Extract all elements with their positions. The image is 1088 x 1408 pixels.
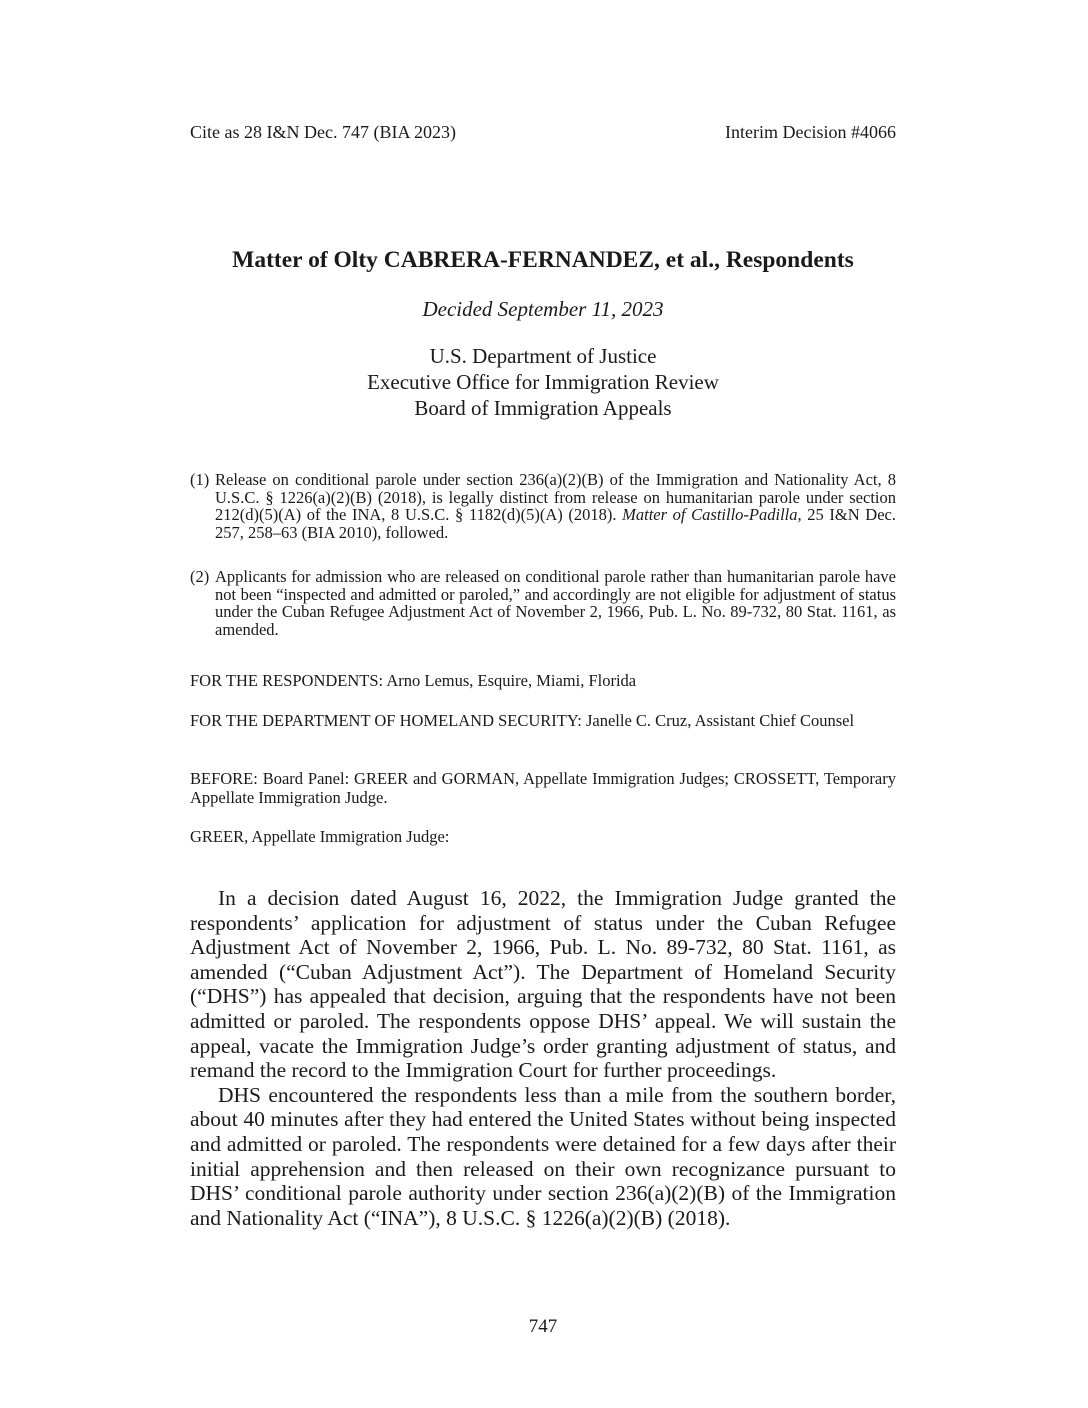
case-title: Matter of Olty CABRERA-FERNANDEZ, et al., Respondents xyxy=(232,247,854,273)
page-number: 747 xyxy=(528,1316,558,1337)
agency-office: Executive Office for Immigration Review xyxy=(367,370,719,394)
headnotes xyxy=(190,471,896,638)
citation: Cite as 28 I&N Dec. 747 (BIA 2023) xyxy=(190,122,456,142)
headnote-text-part: , 25 I&N Dec. 257, 258–63 (BIA 2010), followed. xyxy=(215,505,896,542)
board-panel: BEFORE: Board Panel: GREER and GORMAN, Appellate Immigration Judges; CROSSETT, Temporary Appellate Immigration Judge. xyxy=(190,769,896,807)
headnote-number: (1) xyxy=(190,470,210,489)
body-paragraph: DHS encountered the respondents less than a mile from the southern border, about 40 minutes after they had entered the United States without being inspected and admitted or paroled. The respondents were detained for a few days after their initial apprehension and then released on their own recognizance pursuant to DHS’ conditional parole authority under section 236(a)(2)(B) of the Immigration and Nationality Act (“INA”), 8 U.S.C. § 1226(a)(2)(B) (2018). xyxy=(190,1082,896,1230)
agency-block xyxy=(190,343,896,421)
decision-number: Interim Decision #4066 xyxy=(725,122,896,142)
respondents-counsel: FOR THE RESPONDENTS: Arno Lemus, Esquire, Miami, Florida xyxy=(190,671,637,690)
agency-department: U.S. Department of Justice xyxy=(429,344,657,368)
opinion-author: GREER, Appellate Immigration Judge: xyxy=(190,827,450,846)
headnote-2 xyxy=(190,568,896,638)
agency-board: Board of Immigration Appeals xyxy=(414,396,672,420)
cited-case-name: Matter of Castillo-Padilla xyxy=(622,505,798,524)
headnote-1 xyxy=(190,471,896,541)
opinion-body xyxy=(190,886,896,1230)
headnote-text-part: Release on conditional parole under section 236(a)(2)(B) of the Immigration and Nationality Act, 8 U.S.C. § 1226(a)(2)(B) (2018), is legally distinct from release on humanitarian parole under section 212(d)(5)(A) of the INA, 8 U.S.C. § 1182(d)(5)(A) (2018). xyxy=(215,470,896,524)
headnote-text: Applicants for admission who are released on conditional parole rather than humanitarian parole have not been “inspected and admitted or paroled,” and accordingly are not eligible for adjustment of status under the Cuban Refugee Adjustment Act of November 2, 1966, Pub. L. No. 89-732, 80 Stat. 1161, as amended. xyxy=(215,567,896,639)
headnote-text xyxy=(215,471,896,541)
body-paragraph: In a decision dated August 16, 2022, the Immigration Judge granted the respondents’ application for adjustment of status under the Cuban Refugee Adjustment Act of November 2, 1966, Pub. L. No. 89-732, 80 Stat. 1161, as amended (“Cuban Adjustment Act”). The Department of Homeland Security (“DHS”) has appealed that decision, arguing that the respondents have not been admitted or paroled. The respondents oppose DHS’ appeal. We will sustain the appeal, vacate the Immigration Judge’s order granting adjustment of status, and remand the record to the Immigration Court for further proceedings. xyxy=(190,886,896,1083)
headnote-number: (2) xyxy=(190,567,210,586)
dhs-counsel: FOR THE DEPARTMENT OF HOMELAND SECURITY: Janelle C. Cruz, Assistant Chief Counsel xyxy=(190,711,855,730)
decision-date: Decided September 11, 2023 xyxy=(422,297,664,321)
running-header xyxy=(190,121,896,143)
